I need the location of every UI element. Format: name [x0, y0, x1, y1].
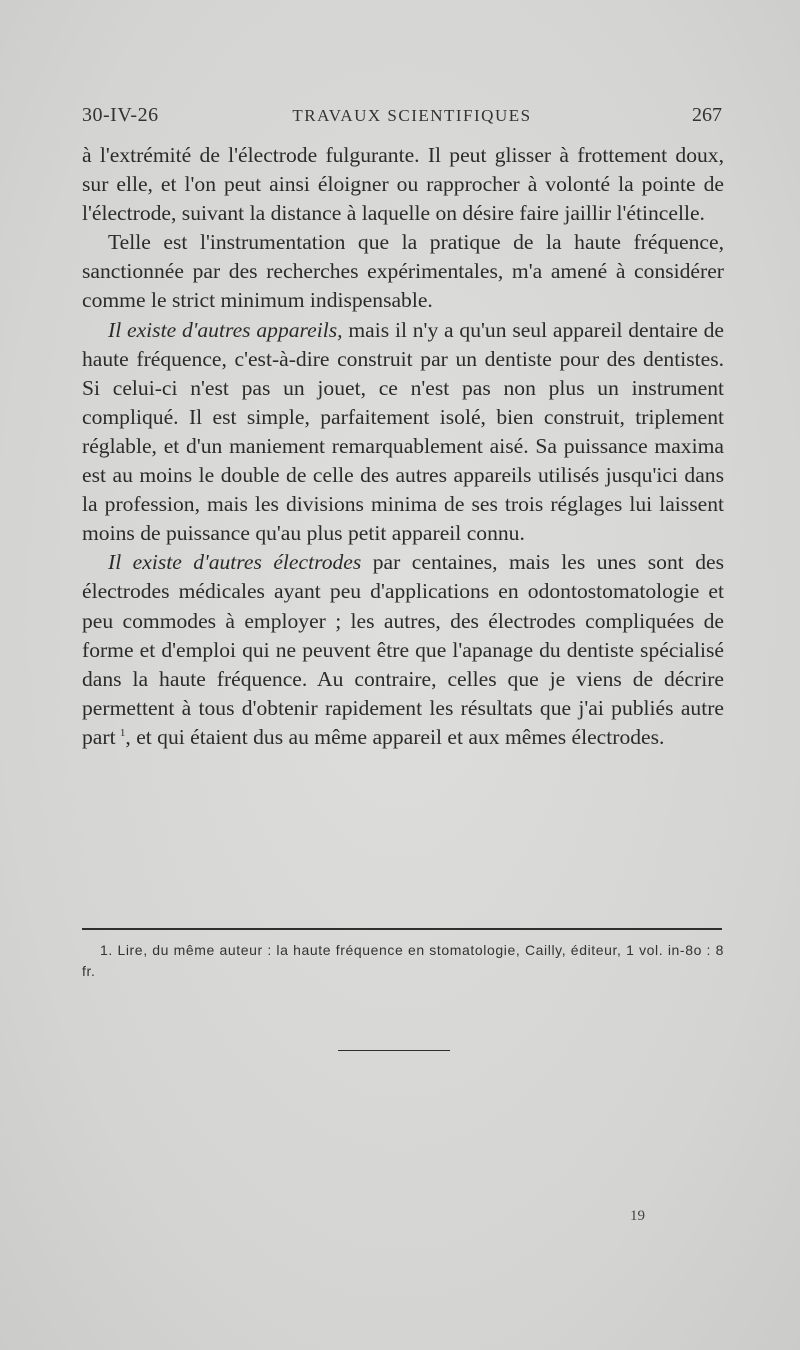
paragraph-text: à l'extrémité de l'électrode fulgurante. Il peut glisser à frottement doux, sur elle, et l'on peut ainsi éloigner ou rapprocher à volonté la pointe de l'électrode, suivant la distance à laquelle on désire faire jaillir l'étincelle.	[82, 143, 724, 226]
paragraph-text: , et qui étaient dus au même appareil et aux mêmes électrodes.	[125, 724, 665, 749]
signature-mark: 19	[630, 1208, 645, 1224]
italic-lead: Il existe d'autres appareils,	[108, 317, 343, 342]
page-header	[82, 104, 722, 134]
body-text	[82, 141, 724, 752]
italic-lead: Il existe d'autres électrodes	[108, 550, 362, 575]
paragraph-appareils	[82, 316, 724, 549]
section-end-rule	[338, 1050, 450, 1051]
footnote-reference: 1	[119, 726, 126, 739]
paragraph-instrumentation	[82, 228, 724, 315]
page-number: 267	[692, 104, 722, 126]
header-date-mark: 30-IV-26	[82, 104, 159, 126]
paragraph-text: mais il n'y a qu'un seul appareil dentaire de haute fréquence, c'est-à-dire construit par un dentiste pour des dentistes. Si celui-ci n'est pas un jouet, ce n'est pas non plus un instrument compliqué. Il est simple, parfaitement isolé, bien construit, triplement réglable, et d'un maniement remarquablement aisé. Sa puissance maxima est au moins le double de celle des autres appareils utilisés jusqu'ici dans la profession, mais les divisions minima de ses trois réglages lui laissent moins de puissance qu'au plus petit appareil connu.	[82, 317, 724, 546]
paragraph-text: Telle est l'instrumentation que la pratique de la haute fréquence, sanctionnée par des recherches expérimentales, m'a amené à considérer comme le strict minimum indispensable.	[82, 230, 724, 313]
paragraph-continuation	[82, 141, 724, 228]
footnote-text: 1. Lire, du même auteur : la haute fréquence en stomatologie, Cailly, éditeur, 1 vol. in-8o : 8 fr.	[82, 942, 724, 979]
footnote-separator-rule	[82, 928, 722, 930]
paragraph-electrodes	[82, 548, 724, 752]
footnote	[82, 940, 724, 982]
running-title: TRAVAUX SCIENTIFIQUES	[292, 106, 532, 125]
paragraph-text: par centaines, mais les unes sont des électrodes médicales ayant peu d'applications en odontostomatologie et peu commodes à employer ; les autres, des électrodes compliquées de forme et d'emploi qui ne peuvent être que l'apanage du dentiste spécialisé dans la haute fréquence. Au contraire, celles que je viens de décrire permettent à tous d'obtenir rapidement les résultats que j'ai publiés autre part	[82, 550, 724, 749]
